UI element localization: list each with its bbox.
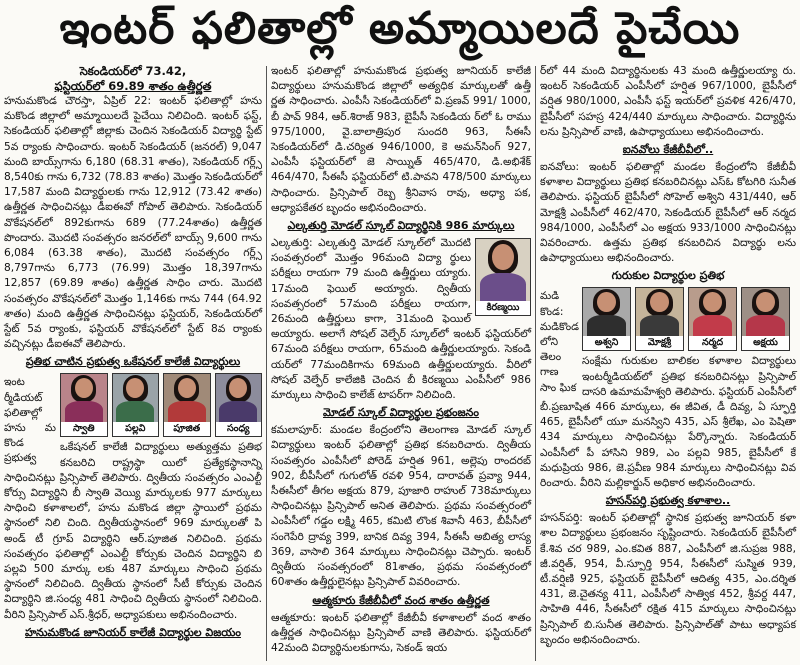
section-subhead: ఆత్మకూరు కేజీబీవీలో వంద శాతం ఉత్తీర్ణత	[312, 593, 490, 607]
kicker-line-1: సెకండియర్‌లో 73.42,	[79, 64, 187, 78]
column-1	[4, 64, 262, 665]
article-body: సంక్షేమ గురుకుల బాలికల కళాశాల విద్యార్థులు ఇంటర్మీడియట్‌లో ప్రతిభ కనబరిచినట్లు ప్రిన్సిపాల్ దాసరి ఉమామహేశ్వరి తెలిపారు. ఫస్టియర్ ఎంపీసీలో బీ.ప్రణూషిత 466 మార్కులు, ఈ జీవిత, డీ దివ్య, ఏ స్ఫూర్తి 465, బైపీసీలో యూ మనస్విని 435, ఎస్ శ్రీలేఖ, ఎం పెషితా 434 మార్కులు సాధించినట్లు పేర్కొన్నారు. సెకండియర్ ఎంపీసీలో పీ హాసిని 989, ఎం పల్లవి 985, బైపీసీలో కే మధుప్రియ 986, జె.ప్రవీణ 984 మార్కులు సాధించినట్లు వివ రించారు. వీరిని మల్లికార్జున్ అధికార అభినందించారు.	[540, 355, 796, 490]
photo-caption: సంధ్య	[216, 422, 262, 436]
section-subhead: గురుకుల విద్యార్థుల ప్రతిభ	[611, 269, 725, 283]
photo-caption: నర్మద	[689, 336, 736, 350]
photo-caption: పల్లవి	[113, 422, 159, 436]
article-body: ఎల్కతుర్తి: ఎల్కతుర్తి మోడల్ స్కూల్‌లో మొదటి సంవత్సరంలో మొత్తం 96మంది విద్యా ర్థులు పరీక్షలు రాయగా 79 మంది ఉత్తీర్ణులు య్యారు. 17మంది ఫెయిల్ అయ్యారు. ద్వితీయ సంవత్సరంలో 57మంది పరీక్షలు రాయగా, 26మంది ఉత్తీర్ణులు కాగా, 31మంది ఫెయిల్ అయ్యారు. అలాగే సోషల్ వెల్ఫేర్ స్కూల్‌లో ఇంటర్ ఫస్టియర్‌లో 67మంది పరీక్షలు రాయగా, 65మంది ఉత్తీర్ణులయ్యారు. సెకండి యర్‌లో 77మందికిగాను 69మంది ఉత్తీర్ణులయ్యారు. వీరిలో సోషల్ వెల్ఫేర్ కాలేజికి చెందిన బీ కిరణ్మయి ఎంపీసీలో 986 మార్కులు సాధించి కాలేజ్ టాపర్‌గా నిలిచింది.	[271, 237, 531, 402]
section-subhead: ఎల్కతుర్తి మోడల్ స్కూల్ విద్యార్థినికి 986 మార్కులు	[287, 219, 515, 233]
student-photo	[163, 373, 211, 437]
article-body: ర్‌లో 44 మంది విద్యార్థినులకు 43 మంది ఉత్తీర్ణులయ్యా రు. ఇంటర్ సెకండియర్ ఎంపీసీలో హర్షిత 967/1000, బైపీసీలో వర్షిత 980/1000, ఎంపీసీ ఫస్ట్ ఇయర్‌లో ప్రవళిక 426/470, బైపీసీలో సహస్ర 424/440 మార్కులు సాధించారు. విద్యార్థిను లను ప్రిన్సిపాల్ వాణి, ఉపాధ్యాయులు అభినందించారు.	[540, 65, 796, 138]
photo-caption: మోక్షశ్రీ	[636, 336, 683, 350]
article-body: హసన్‌పర్తి: ఇంటర్ ఫలితాల్లో స్థానిక ప్రభుత్వ జూనియర్ కళా శాల విద్యార్థులు ప్రభంజనం సృష్టించారు. సెకండియర్ బైపీసీలో కే.శివ చర 989, ఎం.కవిత 887, ఎంపీసీలో జి.సుప్రజ 988, జీ.వర్షిత్, 954, వీ.స్పూర్తి 954, సీఈసీలో సుస్మిత 939, టీ.వర్షిణి 925, ఫస్టియర్ బైపీసీలో ఆదిత్య 435, ఎం.దర్శిత 431, జె.చైతన్య 411, ఎంపీసీలో సాత్విక 452, శ్రీవర్ద 447, సాహితి 446, సీఈసీలో రక్షిత 415 మార్కులు సాధించినట్లు ప్రిన్సిపాల్ బి.సునీత తెలిపారు. ప్రిన్సిపాల్‌తో పాటు అధ్యాపక బృందం అభినందించారు.	[540, 512, 796, 646]
section-subhead: హసన్‌పర్తి ప్రభుత్వ కళాశాల..	[605, 494, 731, 508]
student-photo	[60, 373, 108, 437]
photo-caption: కిరణ్మయి	[476, 301, 530, 315]
section-subhead: హనుమకొండ జూనియర్ కాలేజీ విద్యార్థుల విజయం	[24, 625, 242, 639]
column-3	[540, 64, 796, 665]
article-body: ఐనవోలు: ఇంటర్ ఫలితాల్లో మండల కేంద్రంలోని కేజీబీవీ కళాశాల విద్యార్థులు ప్రతిభ కనబరిచినట్లు ఎస్‌ఓ కోటగిరి సునీత తెలిపారు. ఫస్టియర్ బైపీసీలో సోహెల్ అశ్విని 431/440, ఆర్ మోక్షశ్రీ ఎంపీసీలో 462/470, సెకండియర్ బైపీసీలో ఆర్ నర్మద 984/1000, ఎంపీసీలో ఎం అక్షయ 933/1000 సాధించినట్లు వివరించారు. ఉత్తమ ప్రతిభ కనబరిచిన విద్యార్థు లను ఉపాధ్యాయులు అభినందించారు.	[540, 161, 796, 265]
section-subhead: ఐనవోలు కేజీబీవీలో..	[622, 143, 714, 157]
kicker-line-2: ఫస్టియర్‌లో 69.89 శాతం ఉత్తీర్ణత	[54, 79, 212, 93]
section-subhead: ప్రతిభ చాటిన ప్రభుత్వ ఒకేషనల్ కాలేజీ విద్యార్థులు	[25, 355, 241, 369]
photo-caption: పూజిత	[164, 422, 210, 436]
photo-strip	[582, 287, 796, 351]
article-body: ఆత్మకూరు: ఇంటర్ ఫలితాల్లో కేజీబీవీ కళాశాలలో వంద శాతం ఉత్తీర్ణత సాధించినట్లు ప్రిన్సిపాల్ వాణి తెలిపారు. ఫస్టియర్‌లో 42మంది విద్యార్థినులకుగాను, సెకండ్ ఇయ	[271, 611, 531, 654]
article-body: ఇంటర్ ఫలితాల్లో హనుమకొండ ప్రభుత్వ జూనియర్ కాలేజీ విద్యార్థులు హనుమకొండ జిల్లాలో అత్యధిక మార్కులతో ఉత్తీ ర్ణత సాధించారు. ఎంపీసీ సెకండియర్‌లో వి.ప్రణవ్ 991/ 1000, బీ పావ్ 984, ఆర్.శిరాజ్ 983, బైపీసీ సెకండియ ర్‌లో ఓ రాము 975/1000, వై.బాలాత్రిపుర సుందరి 963, సీఈసీ సెకండియర్‌లో డి.చర్యిత 946/1000, కె అమన్‌సింగ్ 927, ఎంపీసీ ఫస్టియర్‌లో జె సాయ్నిత్ 465/470, డి.అభిశేక్ 464/470, సీఈసీ ఫస్టియర్‌లో టి.పావని 478/500 మార్కులు సాధించారు. ప్రిన్సిపాల్ రెబ్బ శ్రీనివాస రావు, అధ్యా పక, ఆధ్యాపకేతర బృందం అభినందించారు.	[271, 65, 531, 214]
student-photo	[215, 373, 263, 437]
column-divider	[535, 66, 536, 661]
student-photo	[475, 238, 531, 316]
photo-caption: స్వాతి	[61, 422, 107, 436]
column-2	[271, 64, 531, 665]
article-body: కమలాపూర్: మండల కేంద్రంలోని తెలంగాణ మోడల్ స్కూల్ విద్యార్థులు ఇంటర్ ఫలితాల్లో ప్రతిభ కనబరిచారు. ద్వితీయ సంవత్సరం ఎంపీసీలో పోరెడ్ హర్షిత 961, అల్లెపు రాందరబ్ 902, బీపీసీలో గుగులోత్ రవళి 954, దారావత్ ప్రవ్యా 944, సీఈసీలో తీగల అక్షయ 879, పూజారి రాహుల్ 738మార్కులు సాధించినట్లు ప్రిన్సిపాల్ అనిత తెలిపారు. ప్రథమ సంవత్సరంలో ఎంపీసీలో గడ్డం లక్ష్మి 465, కమిటి లొంక శివానీ 463, బీపీసీలో సంగెపేరి ద్రావ్య 399, బానిక దివ్య 394, సీఈసీ అబిత్య లాస్య 369, వాసాలి 364 మార్కులు సాధించినట్లు చెప్పారు. ఇంటర్ ద్వితీయ సంవత్సరంలో 81శాతం, ప్రథమ సంవత్సరంలో 60శాతం ఉత్తీర్ణులైనట్లు ప్రిన్సిపాల్ వివరించారు.	[271, 424, 531, 589]
student-photo	[741, 287, 790, 351]
section-subhead: మోడల్ స్కూల్ విద్యార్థుల ప్రభంజనం	[323, 406, 479, 420]
student-photo	[635, 287, 684, 351]
article-lede: మడి కొండ: మడికొండ లోని తెలం గాణ సాం ఘిక	[540, 290, 579, 394]
article-body: హనుమకొండ చౌరస్తా, ఏప్రిల్ 22: ఇంటర్ ఫలితాల్లో హను మకొండ జిల్లాలో అమ్మాయిలదే పైచేయి నిలిచింది. ఇంటర్ ఫస్ట్, సెకండియర్ ఫలితాల్లో జిల్లాకు చెందిన సెకండియర్ విద్యార్థి స్టేట్ 5వ ర్యాంకు సాధించారు. ఇంటర్ సెకండియర్ (జనరల్) 9,047 మంది బాయ్స్‌గాను 6,180 (68.31 శాతం), సెకండియర్ గర్ల్స్ 8,540కు గాను 6,732 (78.83 శాతం) మొత్తం సెకండియర్‌లో 17,587 మంది విద్యార్థులకు గాను 12,912 (73.42 శాతం) ఉత్తీర్ణత సాధించినట్లు డీఐఈవో గోపాల్ తెలిపారు. సెకండియర్ వొకేషనల్‌లో 892కుగాను 689 (77.24శాతం) ఉత్తీర్ణత పొందారు. మొదటి సంవత్సరం జనరల్‌లో బాయ్స్ 9,600 గాను 6,084 (63.38 శాతం), మొదటి సంవత్సరం గర్ల్స్ 8,797గాను 6,773 (76.99) మొత్తం 18,397గాను 12,857 (69.89 శాతం) ఉత్తీర్ణత సాధిం చారు. మొదటి సంవత్సరం వొకేషనల్‌లో మొత్తం 1,146కు గాను 744 (64.92 శాతం) మంది ఉత్తీర్ణత సాధించినట్లు ఫస్టియర్, సెకండియర్‌లో స్టేట్ 5వ ర్యాంకు, ఫస్టియర్ వొకేషనల్‌లో స్టేట్ 8వ ర్యాంకు వచ్చినట్లు డీఐఈవో తెలిపారు.	[4, 95, 262, 351]
page-headline: ఇంటర్ ఫలితాల్లో అమ్మాయిలదే పైచేయి	[59, 3, 741, 54]
article-body: ఒకేషనల్ కాలేజీ విద్యార్థులు అత్యుత్తమ ప్రతిభ కనబరిచి రాష్ట్రస్థా యిలో ప్రత్యేకస్థానాన్ని సాధించినట్లు ప్రిన్సిపాల్ తెలిపారు. ద్వితీయ సంవత్సరం ఎంఎల్టీ కోర్సు విద్యార్థిని బీ స్వాతి వెయ్యి మార్కులకు 977 మార్కులు సాధించి కళాశాలలో, హను మకొండ జిల్లా స్థాయిలో ప్రథమ స్థానంలో నిలి చింది. ద్వితీయస్థానంలో 969 మార్కులతో పి అండ్ టీ గ్రూప్ విద్యార్థిని ఆర్.పూజిత నిలిచింది. ప్రథమ సంవత్సరం ఫలితాల్లో ఎంఎల్టీ కోర్సుకు చెందిన విద్యార్థిని బి పల్లవి 500 మార్కు లకు 487 మార్కులు సాధించి ప్రథమ స్థానంలో నిలిచింది. ద్వితీయ స్థానంలో సీటీ కోర్సుకు చెందిన విద్యార్థిని జి.సంధ్య 481 సాధించి ద్వితీయ స్థానంలో నిలిచింది. వీరిని ప్రిన్సిపాల్ ఎస్.శ్రీధర్, అధ్యాపకులు అభినందించారు.	[4, 441, 262, 621]
photo-caption: అశ్వని	[583, 336, 630, 350]
photo-strip	[60, 373, 262, 437]
student-photo	[582, 287, 631, 351]
article-lede: ఇంట ర్మీడియట్ ఫలితాల్లో హను మ కొండ ప్రభుత్వ	[4, 376, 56, 465]
student-photo	[688, 287, 737, 351]
photo-caption: అక్షయ	[742, 336, 789, 350]
column-divider	[266, 66, 267, 661]
student-photo	[112, 373, 160, 437]
